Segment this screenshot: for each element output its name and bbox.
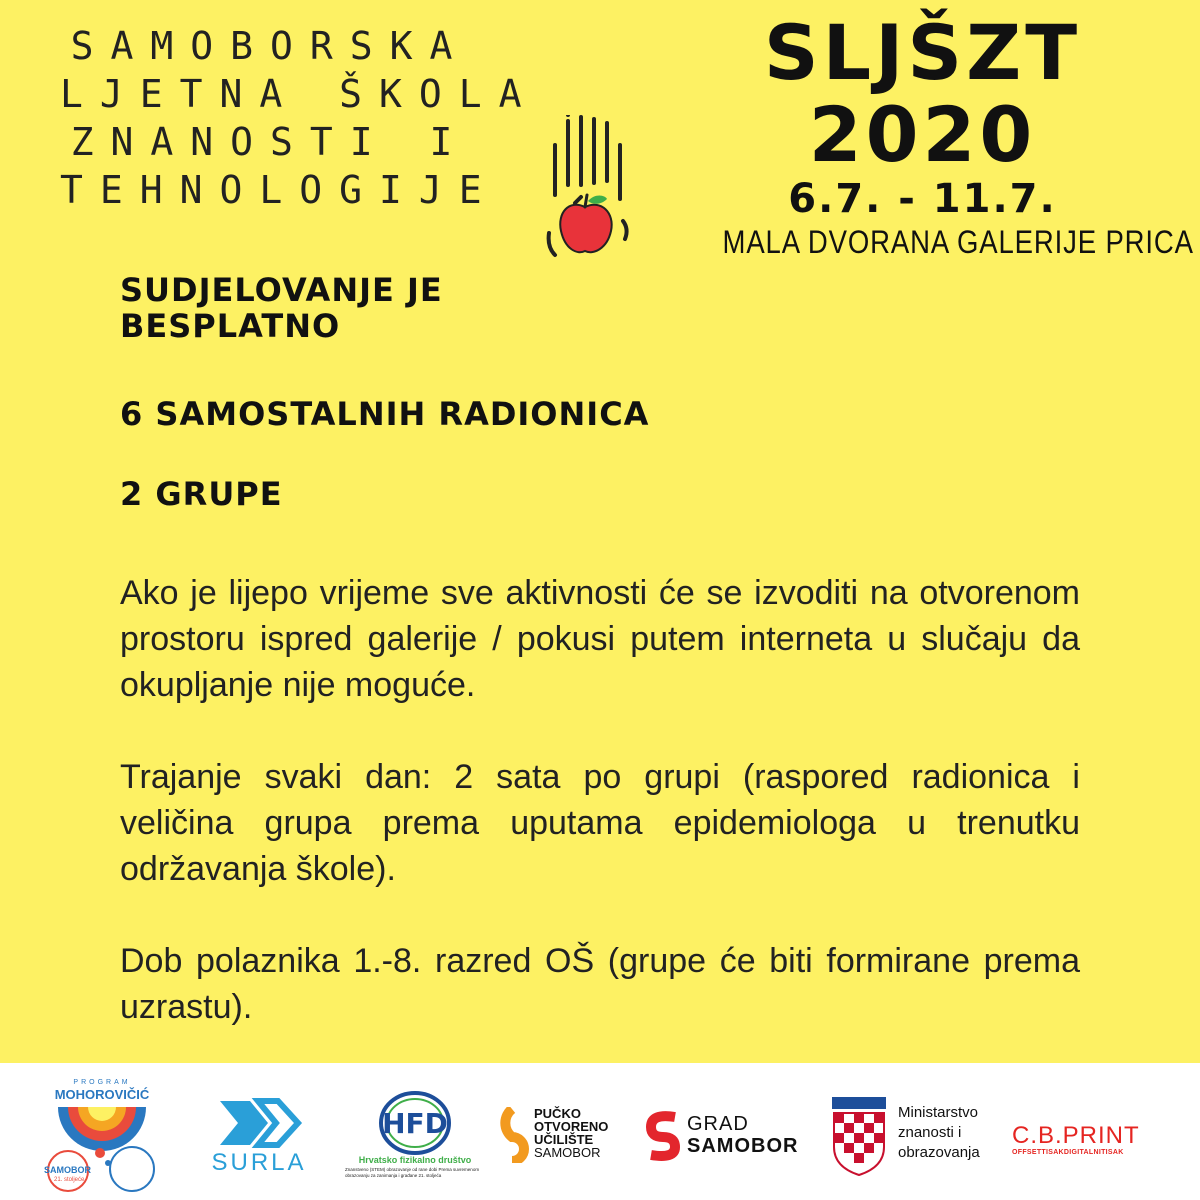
event-header	[690, 8, 1194, 264]
school-name-line: LJETNA ŠKOLA	[60, 72, 539, 116]
hfd-logo	[345, 1091, 485, 1195]
hfd-mark: HFD	[382, 1107, 448, 1140]
surla-emblem-icon	[200, 1093, 318, 1153]
school-name-line: TEHNOLOGIJE	[60, 168, 499, 212]
hfd-name: Hrvatsko fizikalno društvo	[358, 1155, 472, 1165]
school-name-line: ZNANOSTI I	[70, 120, 470, 164]
info-paragraph-weather: Ako je lijepo vrijeme sve aktivnosti će se izvoditi na otvorenom prostoru ispred galerije / pokusi putem interneta u slučaju da okupljanje nije moguće.	[120, 574, 1080, 704]
highlight-workshops: 6 SAMOSTALNIH RADIONICA	[120, 395, 650, 433]
sponsor-logo-strip	[0, 1063, 1200, 1200]
ministry-logo	[830, 1095, 1000, 1185]
ministry-line2: znanosti i	[898, 1124, 962, 1141]
pou-emblem-icon	[492, 1107, 532, 1163]
mohorovicic-century: 21. stoljeće	[54, 1177, 85, 1183]
highlight-groups: 2 GRUPE	[120, 475, 283, 513]
croatian-coat-of-arms-icon	[830, 1095, 888, 1177]
grad-line2: SAMOBOR	[687, 1135, 799, 1157]
pou-line3: UČILIŠTE	[534, 1132, 594, 1147]
cbprint-tagline: OFFSETTISAKDIGITALNITISAK	[1012, 1149, 1124, 1156]
mohorovicic-name: MOHOROVIČIĆ	[54, 1087, 150, 1102]
pou-samobor-logo	[492, 1107, 632, 1167]
mohorovicic-program: PROGRAM	[73, 1079, 131, 1086]
ministry-line1: Ministarstvo	[898, 1104, 979, 1121]
highlight-free: SUDJELOVANJE JE BESPLATNO	[120, 271, 443, 345]
event-year: 2020	[808, 90, 1037, 179]
cbprint-name: C.B.PRINT	[1012, 1122, 1140, 1149]
pou-line1: PUČKO	[534, 1106, 581, 1121]
falling-apple-icon	[535, 115, 635, 265]
surla-logo	[200, 1093, 318, 1179]
highlights	[120, 272, 720, 512]
surla-name: SURLA	[211, 1149, 307, 1176]
ministry-line3: obrazovanja	[898, 1144, 980, 1161]
hfd-emblem-icon	[345, 1091, 485, 1155]
event-dates: 6.7. - 11.7.	[788, 176, 1057, 222]
grad-samobor-emblem-icon	[645, 1111, 681, 1161]
hfd-tagline: Znanstveno (STEM) obrazovanje od rane dobi Prema suvremenom obrazovanju za zanimanja i građane 21. stoljeća	[345, 1167, 480, 1178]
mohorovicic-logo	[38, 1073, 166, 1195]
grad-samobor-logo	[645, 1109, 815, 1165]
cbprint-logo	[1012, 1123, 1172, 1163]
pou-line2: OTVORENO	[534, 1119, 609, 1134]
info-paragraph-age: Dob polaznika 1.-8. razred OŠ (grupe će biti formirane prema uzrastu).	[120, 942, 1080, 1026]
event-title: SLJŠZT	[763, 8, 1082, 97]
event-venue: MALA DVORANA GALERIJE PRICA	[722, 224, 1194, 260]
mohorovicic-city: SAMOBOR	[44, 1165, 91, 1175]
info-paragraph-duration: Trajanje svaki dan: 2 sata po grupi (raspored radionica i veličina grupa prema uputama epidemiologa u trenutku održavanja škole).	[120, 758, 1080, 888]
school-name-line: SAMOBORSKA	[70, 24, 470, 68]
school-name	[60, 22, 539, 214]
pou-line4: SAMOBOR	[534, 1145, 601, 1160]
grad-line1: GRAD	[687, 1113, 749, 1135]
info-text	[120, 570, 1080, 1076]
